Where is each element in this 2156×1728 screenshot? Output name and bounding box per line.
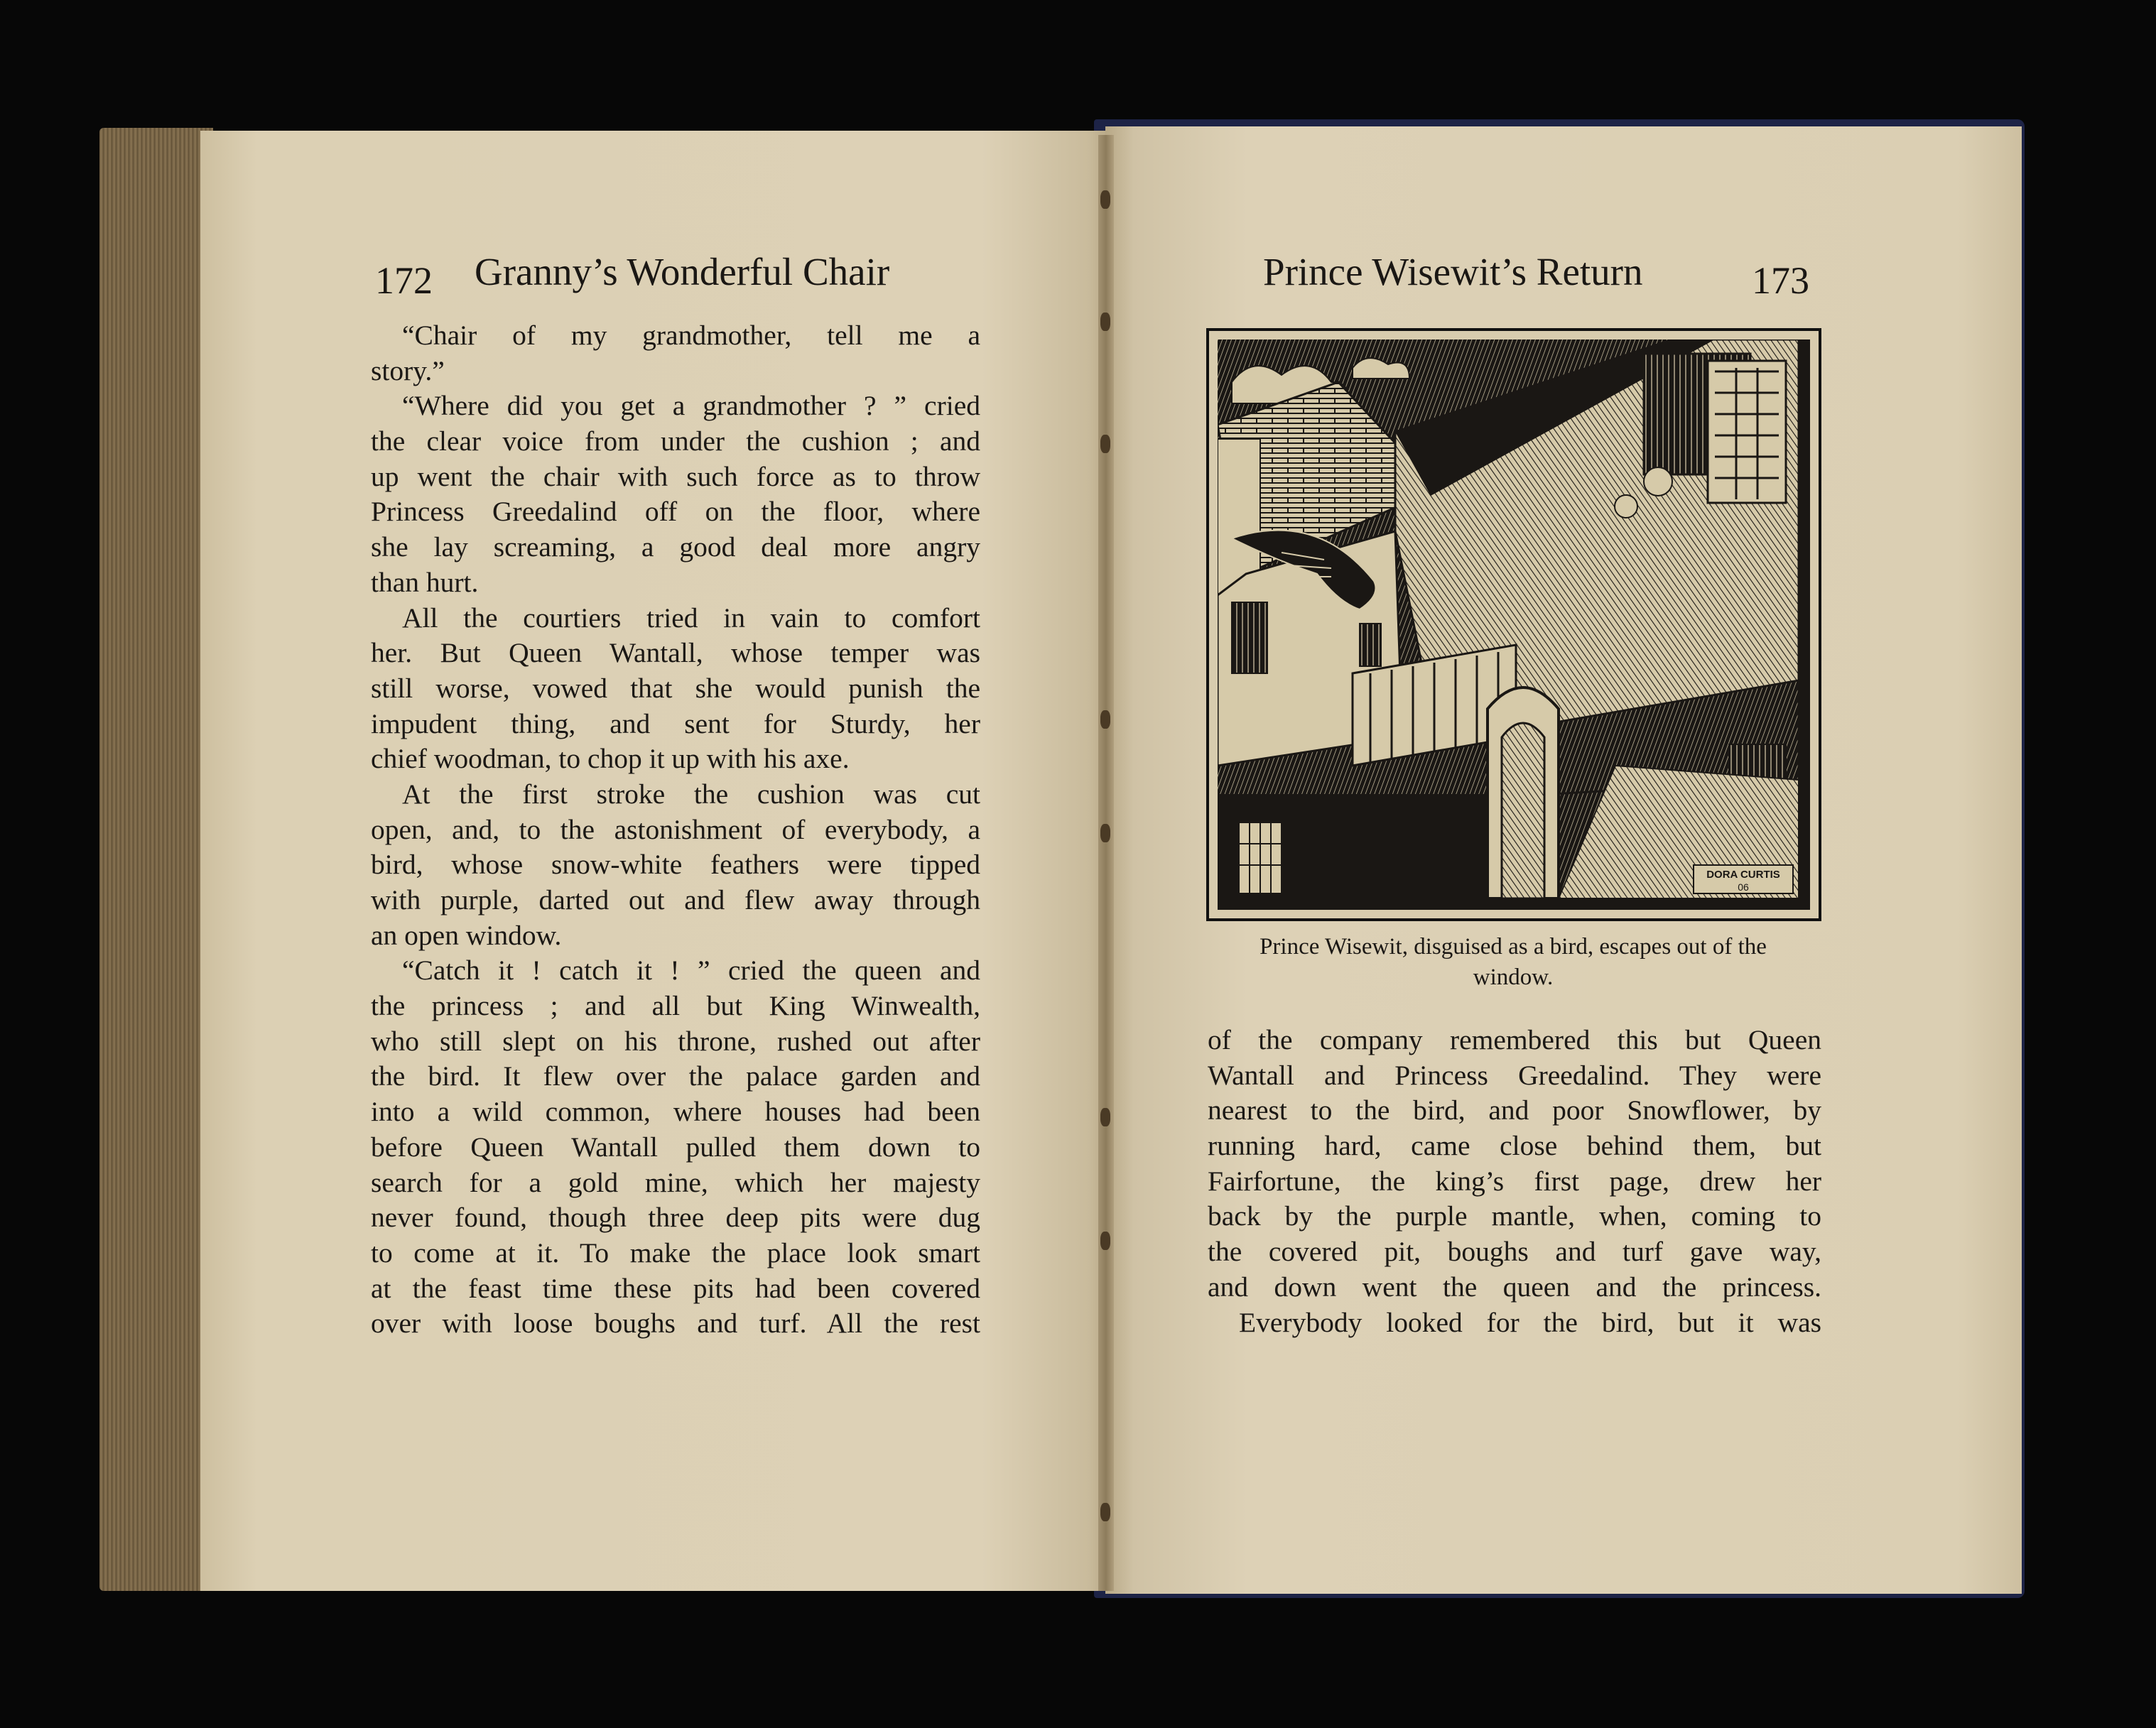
right-text-column bbox=[1208, 1023, 1821, 1340]
right-running-head: Prince Wisewit’s Return bbox=[1263, 250, 1643, 293]
binding-stitch bbox=[1100, 1232, 1110, 1250]
page-block-edge bbox=[99, 128, 213, 1591]
illustration-signature-year: 06 bbox=[1738, 881, 1749, 893]
text-line: the princess ; and all but King Winwealth, bbox=[371, 990, 980, 1022]
text-line: the bird. It flew over the palace garden and bbox=[371, 1060, 980, 1092]
illustration-drawing bbox=[1218, 339, 1799, 898]
right-page-number: 173 bbox=[1752, 259, 1809, 302]
binding-stitch bbox=[1100, 710, 1110, 729]
text-line: the clear voice from under the cushion ; and bbox=[371, 425, 980, 457]
text-line: nearest to the bird, and poor Snowflower, by bbox=[1208, 1094, 1821, 1126]
binding-stitch bbox=[1100, 1503, 1110, 1521]
text-line: before Queen Wantall pulled them down to bbox=[371, 1131, 980, 1163]
binding-stitch bbox=[1100, 824, 1110, 842]
text-line: “Chair of my grandmother, tell me a bbox=[402, 320, 980, 351]
text-line: back by the purple mantle, when, coming to bbox=[1208, 1200, 1821, 1232]
text-line: still worse, vowed that she would punish the bbox=[371, 672, 980, 704]
text-line: “Catch it ! catch it ! ” cried the queen and bbox=[402, 955, 980, 987]
text-line: she lay screaming, a good deal more angry bbox=[371, 531, 980, 563]
text-line: than hurt. bbox=[371, 566, 479, 598]
text-line: never found, though three deep pits were dug bbox=[371, 1202, 980, 1234]
left-page-number: 172 bbox=[375, 259, 433, 302]
text-line: Princess Greedalind off on the floor, where bbox=[371, 496, 980, 528]
text-line: story.” bbox=[371, 354, 445, 386]
binding-stitch bbox=[1100, 435, 1110, 453]
text-line: running hard, came close behind them, but bbox=[1208, 1130, 1821, 1162]
text-line: who still slept on his throne, rushed out after bbox=[371, 1025, 980, 1057]
illustration-signature: DORA CURTIS bbox=[1706, 869, 1780, 881]
text-line: her. But Queen Wantall, whose temper was bbox=[371, 637, 980, 669]
text-line: up went the chair with such force as to throw bbox=[371, 460, 980, 492]
text-line: with purple, darted out and flew away through bbox=[371, 884, 980, 915]
text-line: Fairfortune, the king’s first page, drew her bbox=[1208, 1165, 1821, 1197]
illustration-frame bbox=[1206, 328, 1821, 921]
text-line: of the company remembered this but Queen bbox=[1208, 1024, 1821, 1055]
text-line: All the courtiers tried in vain to comfort bbox=[402, 602, 980, 634]
text-line: at the feast time these pits had been covered bbox=[371, 1272, 980, 1304]
text-line: open, and, to the astonishment of everybody, a bbox=[371, 813, 980, 845]
text-line: “Where did you get a grandmother ? ” cried bbox=[402, 390, 980, 422]
caption-line: window. bbox=[1473, 964, 1554, 990]
text-line: bird, whose snow-white feathers were tipped bbox=[371, 849, 980, 881]
caption-line: Prince Wisewit, disguised as a bird, escapes out of the bbox=[1260, 934, 1767, 960]
text-line: to come at it. To make the place look smart bbox=[371, 1237, 980, 1268]
text-line: and down went the queen and the princess. bbox=[1208, 1271, 1821, 1303]
text-line: Everybody looked for the bird, but it was bbox=[1239, 1306, 1821, 1338]
text-line: chief woodman, to chop it up with his axe. bbox=[371, 743, 850, 775]
text-line: impudent thing, and sent for Sturdy, her bbox=[371, 707, 980, 739]
illustration-caption bbox=[1193, 932, 1833, 993]
binding-stitch bbox=[1100, 313, 1110, 331]
text-line: Wantall and Princess Greedalind. They were bbox=[1208, 1059, 1821, 1091]
text-line: At the first stroke the cushion was cut bbox=[402, 778, 980, 810]
left-text-column bbox=[371, 318, 980, 1342]
binding-stitch bbox=[1100, 1108, 1110, 1126]
text-line: into a wild common, where houses had been bbox=[371, 1096, 980, 1128]
binding-stitch bbox=[1100, 190, 1110, 209]
text-line: search for a gold mine, which her majesty bbox=[371, 1166, 980, 1198]
text-line: over with loose boughs and turf. All the rest bbox=[371, 1308, 980, 1340]
left-running-head: Granny’s Wonderful Chair bbox=[475, 250, 890, 293]
book-gutter bbox=[1098, 135, 1114, 1591]
text-line: an open window. bbox=[371, 919, 562, 951]
text-line: the covered pit, boughs and turf gave way, bbox=[1208, 1236, 1821, 1268]
illustration bbox=[1218, 339, 1810, 910]
